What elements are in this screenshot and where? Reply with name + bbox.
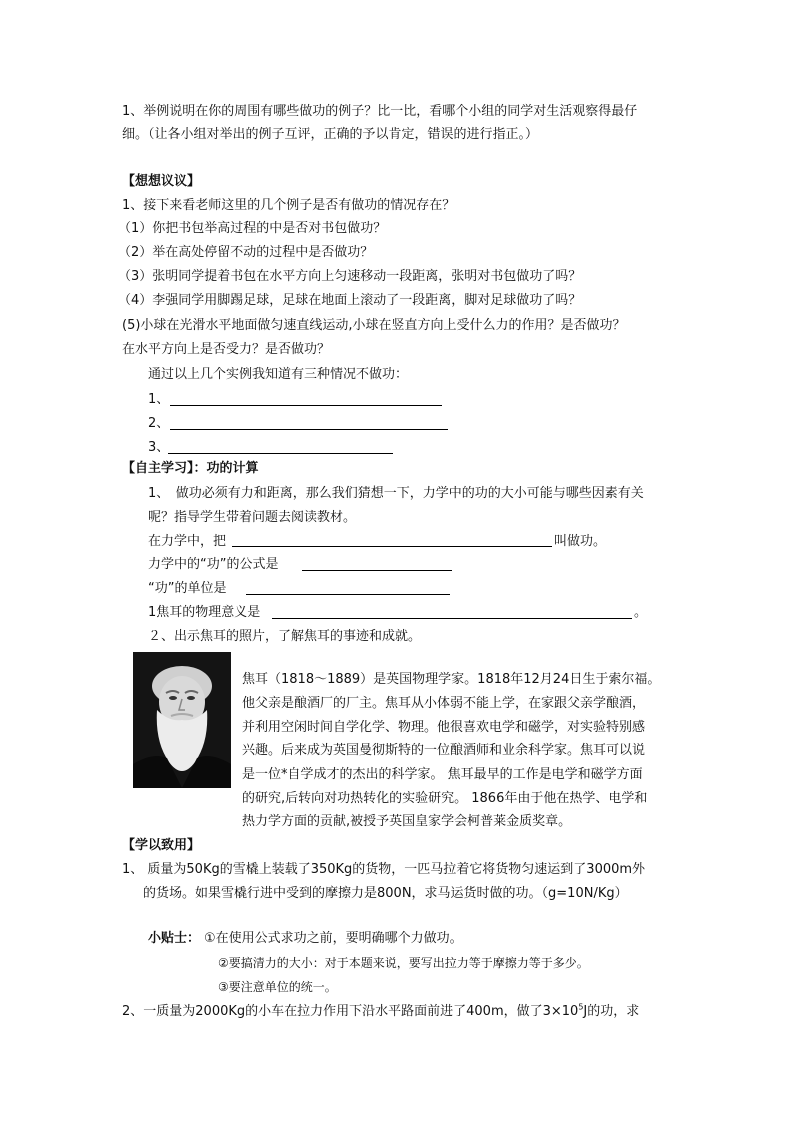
apply-heading: 【学以致用】 — [122, 838, 201, 853]
work-unit-blank — [246, 594, 450, 595]
think-item-3: （3）张明同学提着书包在水平方向上匀速移动一段距离，张明对书包做功了吗？ — [118, 269, 582, 284]
think-summary: 通过以上几个实例我知道有三种情况不做功： — [148, 367, 409, 382]
joule-portrait — [133, 652, 231, 788]
tip-2: ②要搞清力的大小：对于本题来说，要写出拉力等于摩擦力等于多少。 — [218, 956, 589, 970]
question-1-line-2: 细。（让各小组对举出的例子互评，正确的予以肯定，错误的进行指正。） — [122, 127, 539, 142]
joule-meaning-prefix: 1焦耳的物理意义是 — [148, 605, 261, 620]
apply-question-1-line-1: 1、 质量为50Kg的雪橇上装载了350Kg的货物，一匹马拉着它将货物匀速运到了3000m外 — [122, 862, 646, 877]
apply-question-2 — [122, 1003, 639, 1021]
joule-portrait-drawing — [133, 652, 231, 788]
biography-line-4: 兴趣。后来成为英国曼彻斯特的一位酿酒师和业余科学家。焦耳可以说 — [242, 743, 646, 758]
work-unit-label: “功”的单位是 — [148, 581, 227, 596]
blank-label-2: 2、 — [148, 416, 170, 431]
self-study-p2: ２、出示焦耳的照片，了解焦耳的事迹和成就。 — [148, 629, 422, 644]
work-formula-label: 力学中的“功”的公式是 — [148, 557, 279, 572]
apply-question-2-exponent: 5 — [578, 1002, 584, 1012]
apply-question-2-text-a: 2、一质量为2000Kg的小车在拉力作用下沿水平路面前进了400m，做了3×10 — [122, 1004, 579, 1019]
tip-3: ③要注意单位的统一。 — [218, 980, 337, 994]
biography-line-3: 并利用空闲时间自学化学、物理。他很喜欢电学和磁学，对实验特别感 — [242, 720, 646, 735]
apply-question-1-line-2: 的货场。如果雪橇行进中受到的摩擦力是800N，求马运货时做的功。（g=10N/Kg） — [143, 886, 628, 901]
self-study-p1-line-1: 1、 做功必须有力和距离，那么我们猜想一下，力学中的功的大小可能与哪些因素有关 — [148, 486, 644, 501]
work-formula-blank — [302, 570, 452, 571]
work-definition-suffix: 叫做功。 — [554, 534, 607, 549]
think-item-5-line-1: (5)小球在光滑水平地面做匀速直线运动,小球在竖直方向上受什么力的作用？是否做功？ — [122, 318, 626, 333]
blank-label-1: 1、 — [148, 392, 170, 407]
self-study-heading: 【自主学习】：功的计算 — [122, 461, 259, 476]
biography-line-5: 是一位*自学成才的杰出的科学家。 焦耳最早的工作是电学和磁学方面 — [242, 767, 643, 782]
joule-meaning-blank — [272, 618, 632, 619]
question-1-line-1: 1、举例说明在你的周围有哪些做功的例子？比一比，看哪个小组的同学对生活观察得最仔 — [122, 104, 638, 119]
joule-meaning-suffix: 。 — [634, 605, 648, 620]
blank-line-3 — [168, 453, 393, 454]
biography-line-1: 焦耳（1818～1889）是英国物理学家。1818年12月24日生于索尔福。 — [242, 672, 661, 687]
biography-line-2: 他父亲是酿酒厂的厂主。焦耳从小体弱不能上学，在家跟父亲学酿酒， — [242, 696, 646, 711]
biography-line-6: 的研究,后转向对功热转化的实验研究。 1866年由于他在热学、电学和 — [242, 791, 648, 806]
think-item-2: （2）举在高处停留不动的过程中是否做功？ — [118, 245, 374, 260]
work-definition-prefix: 在力学中，把 — [148, 534, 227, 549]
apply-question-2-text-b: J的功，求 — [583, 1004, 640, 1019]
tips-label: 小贴士： — [148, 931, 201, 946]
think-item-5-line-2: 在水平方向上是否受力？是否做功？ — [122, 342, 331, 357]
think-item-1: （1）你把书包举高过程的中是否对书包做功？ — [118, 221, 387, 236]
think-item-4: （4）李强同学用脚踢足球，足球在地面上滚动了一段距离，脚对足球做功了吗？ — [118, 293, 582, 308]
think-intro: 1、接下来看老师这里的几个例子是否有做功的情况存在？ — [122, 198, 456, 213]
blank-label-3: 3、 — [148, 440, 170, 455]
blank-line-2 — [170, 429, 448, 430]
tip-1: ①在使用公式求功之前，要明确哪个力做功。 — [204, 931, 463, 946]
biography-line-7: 热力学方面的贡献,被授予英国皇家学会柯普莱金质奖章。 — [242, 814, 572, 829]
blank-line-1 — [170, 405, 442, 406]
think-heading: 【想想议议】 — [122, 174, 201, 189]
work-definition-blank — [232, 546, 552, 547]
self-study-p1-line-2: 呢？指导学生带着问题去阅读教材。 — [148, 510, 357, 525]
